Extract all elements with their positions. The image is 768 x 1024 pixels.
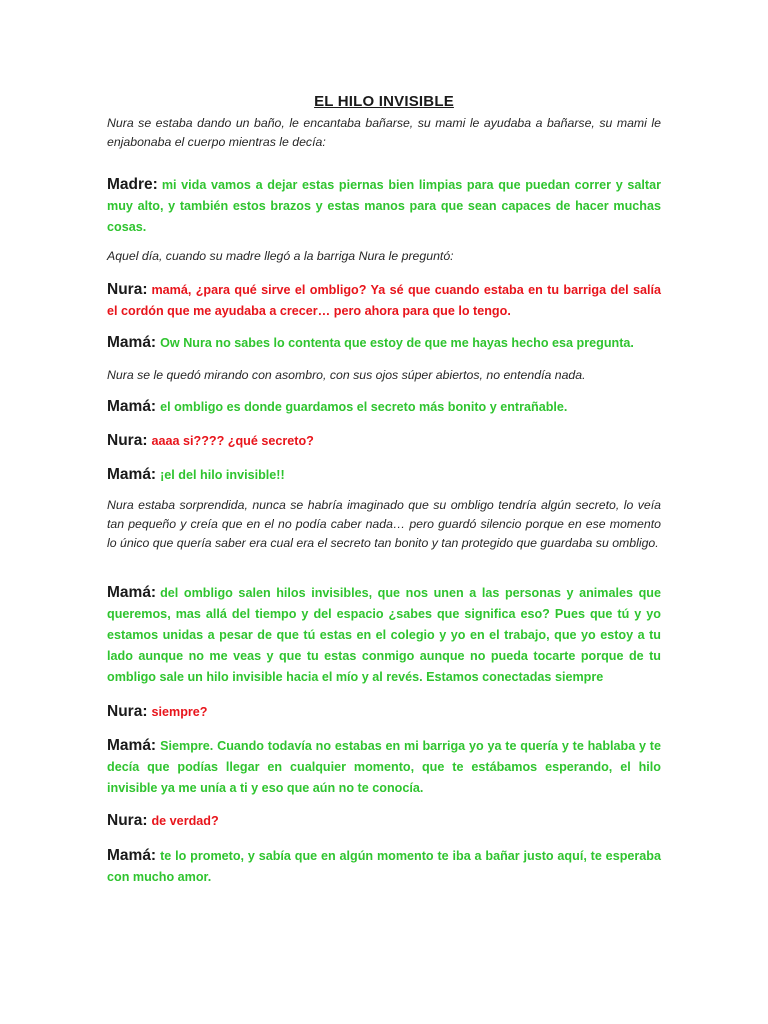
- dialogue-paragraph: [107, 174, 661, 238]
- narration-paragraph: Nura se estaba dando un baño, le encantaba bañarse, su mami le ayudaba a bañarse, su mami le enjabonaba el cuerpo mientras le decía:: [107, 116, 661, 149]
- speaker-label: Madre:: [107, 176, 158, 193]
- dialogue-paragraph: [107, 582, 661, 688]
- dialogue-text: el ombligo es donde guardamos el secreto más bonito y entrañable.: [160, 400, 568, 414]
- dialogue-text: mamá, ¿para qué sirve el ombligo? Ya sé que cuando estaba en tu barriga del salía el cordón que me ayudaba a crecer… pero ahora para que lo tengo.: [107, 283, 661, 318]
- dialogue-text: mi vida vamos a dejar estas piernas bien limpias para que puedan correr y saltar muy alto, y también estos brazos y estas manos para que sean capaces de hacer muchas cosas.: [107, 178, 661, 234]
- dialogue-paragraph: [107, 396, 661, 418]
- speaker-label: Mamá:: [107, 584, 157, 601]
- speaker-label: Mamá:: [107, 737, 157, 754]
- dialogue-text: Siempre. Cuando todavía no estabas en mi barriga yo ya te quería y te hablaba y te decía que podías llegar en cualquier momento, que te estábamos esperando, el hilo invisible ya me unía a ti y eso que aún no te conocía.: [107, 739, 661, 795]
- dialogue-text: Ow Nura no sabes lo contenta que estoy de que me hayas hecho esa pregunta.: [160, 336, 634, 350]
- dialogue-text: ¡el del hilo invisible!!: [160, 468, 285, 482]
- speaker-label: Mamá:: [107, 466, 157, 483]
- narration-paragraph: Nura estaba sorprendida, nunca se habría imaginado que su ombligo tendría algún secreto, lo veía tan pequeño y creía que en el no podía caber nada… pero guardó silencio porque en ese momento lo único que quería saber era cual era el secreto tan bonito y tan protegido que guardaba su ombligo.: [107, 498, 661, 550]
- dialogue-text: del ombligo salen hilos invisibles, que nos unen a las personas y animales que queremos, mas allá del tiempo y del espacio ¿sabes que significa eso? Pues que tú y yo estamos unidas a pesar de que tú estas en el colegio y yo en el trabajo, que yo estoy a tu lado aunque no me veas y que tu estas conmigo aunque no pueda tocarte porque de tu ombligo sale un hilo invisible hacia el mío y al revés. Estamos conectadas siempre: [107, 586, 661, 684]
- dialogue-text: te lo prometo, y sabía que en algún momento te iba a bañar justo aquí, te esperaba con mucho amor.: [107, 849, 661, 884]
- dialogue-text: de verdad?: [151, 814, 219, 828]
- speaker-label: Mamá:: [107, 334, 157, 351]
- narration-paragraph: Aquel día, cuando su madre llegó a la barriga Nura le preguntó:: [107, 249, 454, 263]
- speaker-label: Nura:: [107, 812, 148, 829]
- dialogue-paragraph: [107, 430, 661, 452]
- document-title: EL HILO INVISIBLE: [314, 93, 454, 110]
- dialogue-paragraph: [107, 464, 661, 486]
- dialogue-text: aaaa si???? ¿qué secreto?: [151, 434, 314, 448]
- speaker-label: Nura:: [107, 432, 148, 449]
- speaker-label: Nura:: [107, 281, 148, 298]
- speaker-label: Nura:: [107, 703, 148, 720]
- narration-paragraph: Nura se le quedó mirando con asombro, con sus ojos súper abiertos, no entendía nada.: [107, 368, 586, 382]
- dialogue-paragraph: [107, 332, 661, 354]
- speaker-label: Mamá:: [107, 847, 157, 864]
- dialogue-paragraph: [107, 845, 661, 888]
- dialogue-text: siempre?: [151, 705, 208, 719]
- speaker-label: Mamá:: [107, 398, 157, 415]
- dialogue-paragraph: [107, 701, 661, 723]
- dialogue-paragraph: [107, 810, 661, 832]
- dialogue-paragraph: [107, 735, 661, 799]
- dialogue-paragraph: [107, 279, 661, 322]
